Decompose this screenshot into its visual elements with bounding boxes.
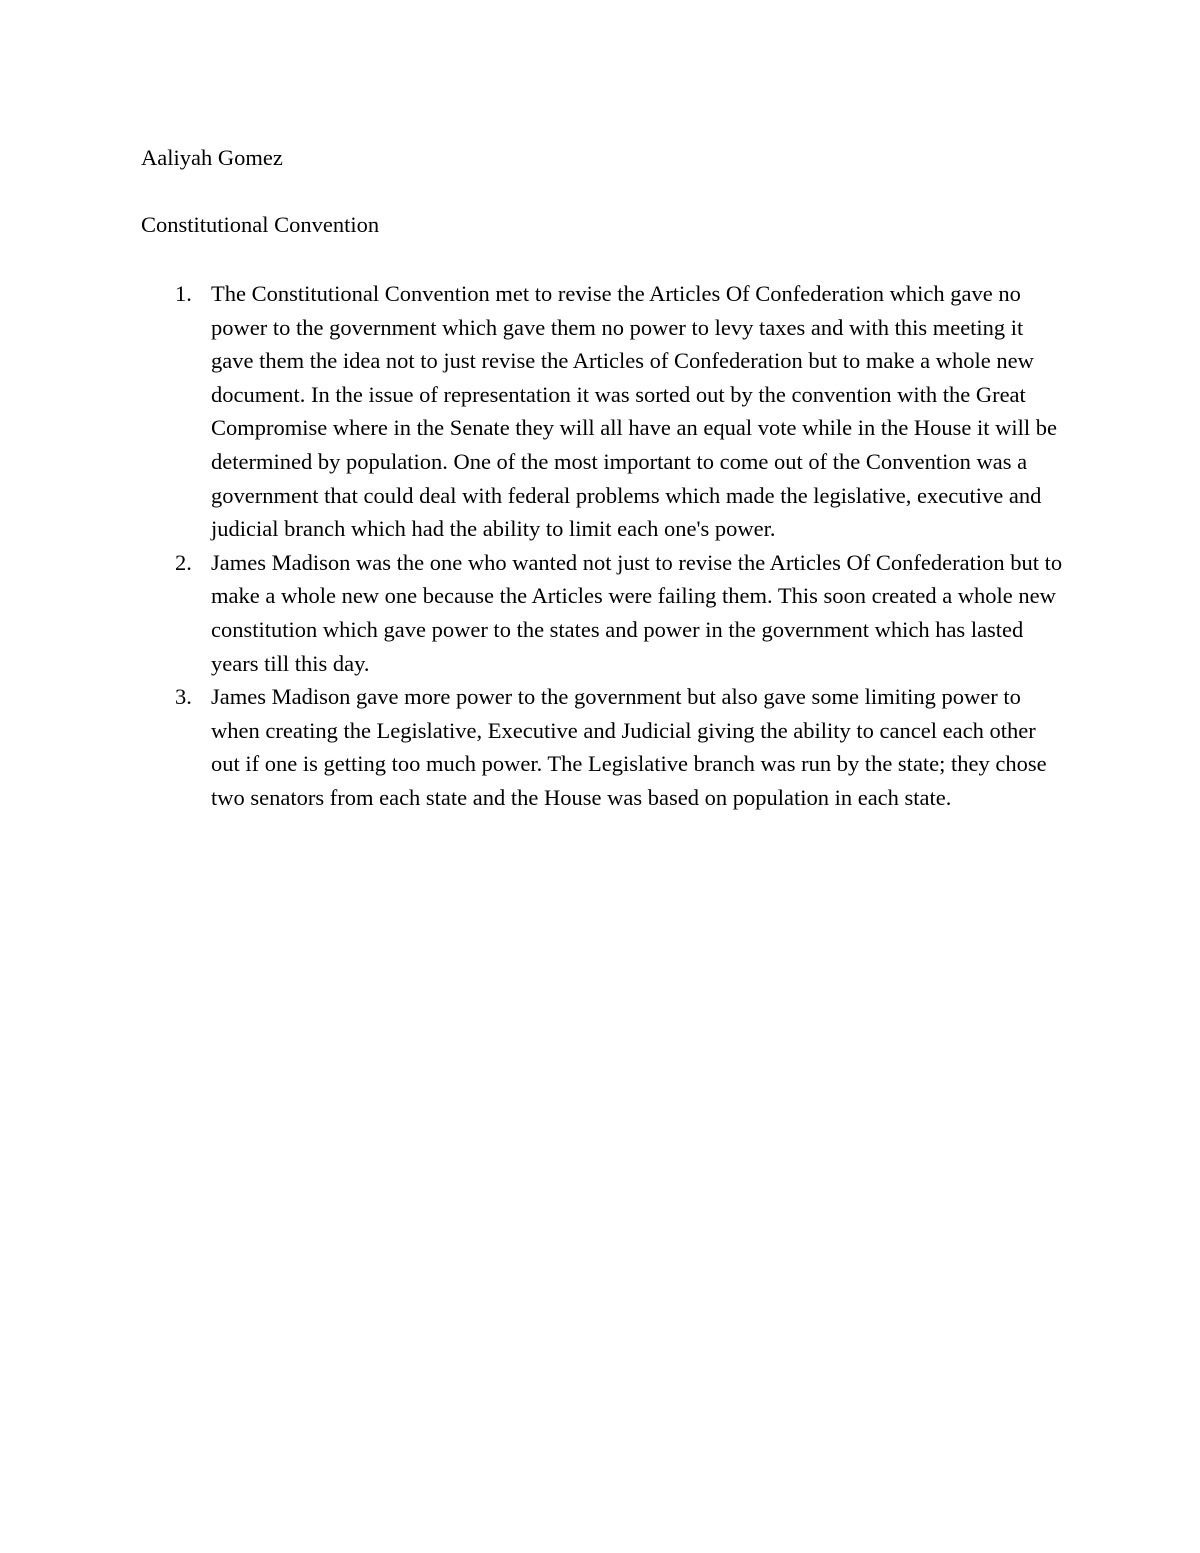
answer-text: James Madison was the one who wanted not just to revise the Articles Of Confederation but to make a whole new one because the Articles were failing them. This soon created a whole new constitution which gave power to the states and power in the government which has lasted years till this day. <box>211 549 1063 676</box>
answer-number: 1. <box>175 281 192 306</box>
answer-item <box>141 680 1066 814</box>
author-name: Aaliyah Gomez <box>141 145 283 170</box>
answer-text: James Madison gave more power to the government but also gave some limiting power to when creating the Legislative, Executive and Judicial giving the ability to cancel each other out if one is getting too much power. The Legislative branch was run by the state; they chose two senators from each state and the House was based on population in each state. <box>211 684 1047 810</box>
answer-list <box>141 277 1066 815</box>
document-title: Constitutional Convention <box>141 212 380 237</box>
answer-number: 2. <box>175 549 192 575</box>
answer-item <box>141 546 1066 680</box>
answer-item <box>141 277 1066 546</box>
answer-number: 3. <box>175 684 192 710</box>
answer-text: The Constitutional Convention met to revise the Articles Of Confederation which gave no power to the government which gave them no power to levy taxes and with this meeting it gave them the idea not to just revise the Articles of Confederation but to make a whole new document. In the issue of representation it was sorted out by the convention with the Great Compromise where in the Senate they will all have an equal vote while in the House it will be determined by population. One of the most important to come out of the Convention was a government that could deal with federal problems which made the legislative, executive and judicial branch which had the ability to limit each one's power. <box>211 281 1058 542</box>
